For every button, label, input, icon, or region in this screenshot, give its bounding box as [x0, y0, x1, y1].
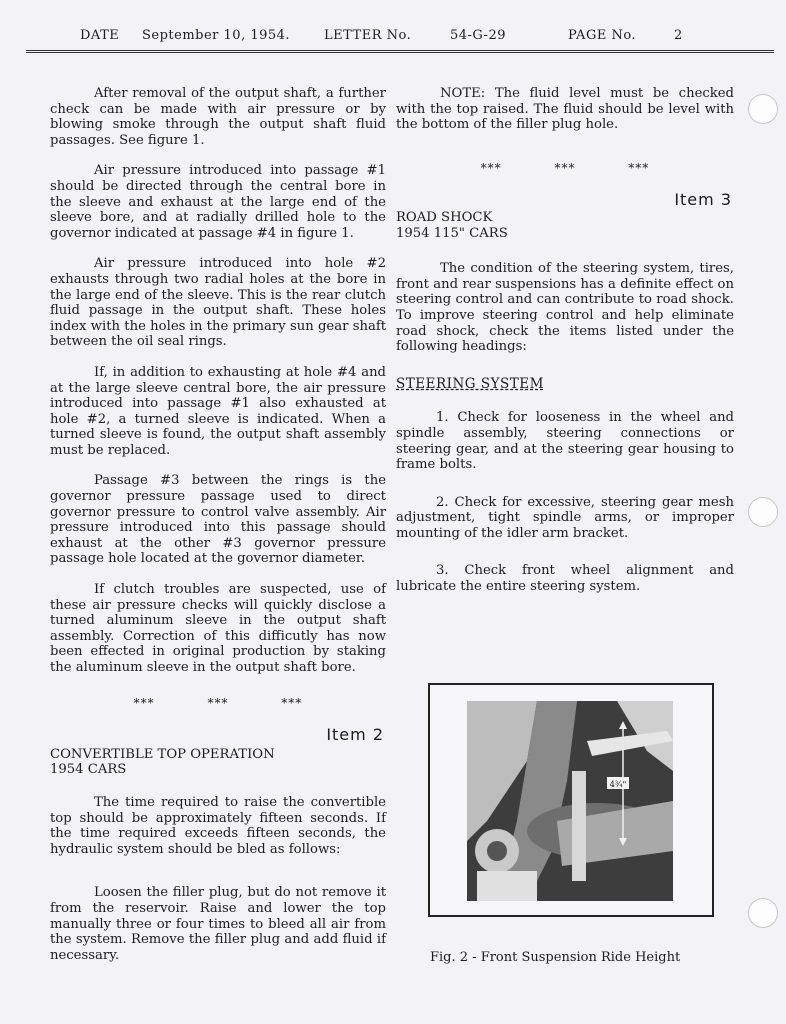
paragraph: If, in addition to exhausting at hole #4 and at the large sleeve central bore, the air pressure introduced into passage #1 also exhausted at hole #2, a turned sleeve is indicated. When a turned sleeve is found, the output shaft assembly must be replaced. [50, 364, 386, 458]
suspension-photo [467, 701, 673, 901]
punch-hole [748, 94, 778, 124]
letter-header [26, 24, 774, 53]
page-value: 2 [674, 28, 683, 43]
list-item: 2. Check for excessive, steering gear mesh adjustment, tight spindle arms, or improper mounting of the idler arm bracket. [396, 494, 734, 541]
item-label: Item 3 [674, 190, 732, 210]
punch-hole [748, 497, 778, 527]
list-item: 3. Check front wheel alignment and lubricate the entire steering system. [396, 563, 734, 595]
list-item: 1. Check for looseness in the wheel and spindle assembly, steering connections or steering gear, and at the steering gear housing to frame bolts. [396, 410, 734, 473]
section-title: CONVERTIBLE TOP OPERATION [50, 746, 275, 762]
letter-label: LETTER No. [324, 28, 412, 43]
date-label: DATE [80, 28, 120, 43]
left-column [50, 86, 386, 963]
suspension-photo-image [467, 701, 673, 901]
figure-frame [428, 683, 714, 917]
section-subtitle: 1954 CARS [50, 762, 127, 778]
paragraph: Air pressure introduced into passage #1 should be directed through the central bore in the sleeve and exhaust at the large end of the sleeve bore, and at radially drilled hole to the governor indicated at passage #4 in figure 1. [50, 163, 386, 241]
note-paragraph: NOTE: The fluid level must be checked with the top raised. The fluid should be level with the bottom of the filler plug hole. [396, 86, 734, 133]
figure-caption: Fig. 2 - Front Suspension Ride Height [430, 950, 681, 965]
item-label: Item 2 [326, 725, 384, 745]
measurement-label: 4¾" [609, 780, 627, 789]
section-title: ROAD SHOCK [396, 209, 493, 225]
right-column [396, 86, 734, 595]
date-value: September 10, 1954. [142, 28, 291, 43]
paragraph: Air pressure introduced into hole #2 exhausts through two radial holes at the bore in the large end of the sleeve. This is the rear clutch fluid passage in the output shaft. These holes index with the holes in the primary sun gear shaft between the oil seal rings. [50, 256, 386, 350]
paragraph: After removal of the output shaft, a further check can be made with air pressure or by blowing smoke through the output shaft fluid passages. See figure 1. [50, 86, 386, 148]
punch-hole [748, 898, 778, 928]
paragraph: Loosen the filler plug, but do not remove it from the reservoir. Raise and lower the top manually three or four times to bleed all air from the system. Remove the filler plug and add fluid if necessary. [50, 885, 386, 963]
paragraph: The condition of the steering system, tires, front and rear suspensions has a definite effect on steering control and can contribute to road shock. To improve steering control and help eliminate road shock, check the items listed under the following headings: [396, 261, 734, 355]
letter-value: 54-G-29 [450, 28, 506, 43]
section-subtitle: 1954 115" CARS [396, 225, 508, 241]
section-divider: *** *** *** [133, 695, 303, 710]
page-label: PAGE No. [568, 28, 637, 43]
paragraph: The time required to raise the convertible top should be approximately fifteen seconds. If the time required exceeds fifteen seconds, the hydraulic system should be bled as follows: [50, 794, 386, 857]
section-divider: *** *** *** [480, 160, 650, 175]
paragraph: If clutch troubles are suspected, use of these air pressure checks will quickly disclose a turned aluminum sleeve in the output shaft assembly. Correction of this difficutly has now been effected in original production by staking the aluminum sleeve in the output shaft bore. [50, 582, 386, 675]
paragraph: Passage #3 between the rings is the governor pressure passage used to direct governor pressure to control valve assembly. Air pressure introduced into this passage should exhaust at the other #3 governor pressure passage hole located at the governor diameter. [50, 473, 386, 567]
steering-system-heading: STEERING SYSTEM [396, 375, 544, 392]
